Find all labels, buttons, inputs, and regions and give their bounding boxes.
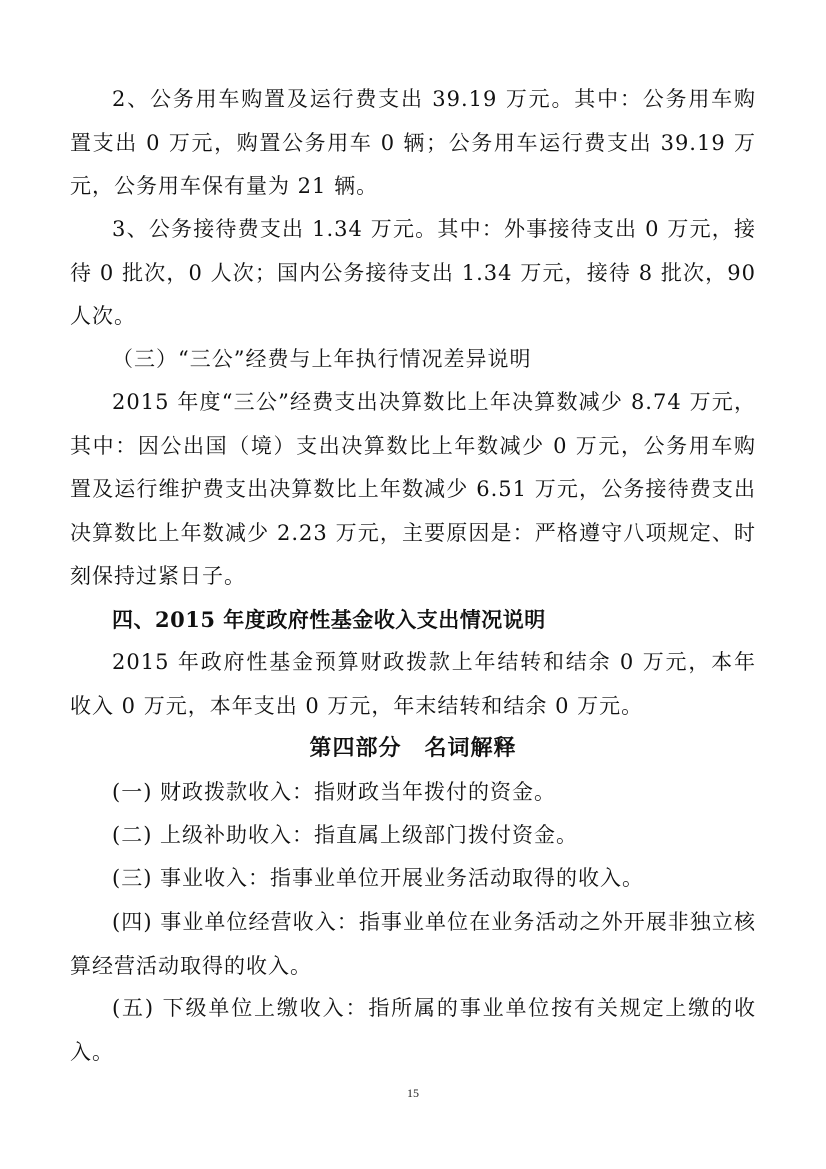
- definition-item-1: (一) 财政拨款收入：指财政当年拨付的资金。: [112, 780, 557, 804]
- definition-item-4: (四) 事业单位经营收入：指事业单位在业务活动之外开展非独立核算经营活动取得的收入。: [70, 910, 756, 978]
- definition-item-5: (五) 下级单位上缴收入：指所属的事业单位按有关规定上缴的收入。: [70, 996, 756, 1064]
- heading-government-fund: 四、2015 年度政府性基金收入支出情况说明: [112, 607, 546, 632]
- paragraph-difference-explanation: 2015 年度“三公”经费支出决算数比上年决算数减少 8.74 万元，其中：因公出国（境）支出决算数比上年数减少 0 万元，公务用车购置及运行维护费支出决算数比上年数减少 6.51 万元，公务接待费支出决算数比上年数减少 2.23 万元，主要原因是：严格遵守八项规定、时刻保持过紧日子。: [70, 390, 756, 588]
- paragraph-reception-expense: 3、公务接待费支出 1.34 万元。其中：外事接待支出 0 万元，接待 0 批次，0 人次；国内公务接待支出 1.34 万元，接待 8 批次，90 人次。: [70, 217, 756, 328]
- paragraph-government-fund: 2015 年政府性基金预算财政拨款上年结转和结余 0 万元，本年收入 0 万元，本年支出 0 万元，年末结转和结余 0 万元。: [70, 650, 756, 718]
- definition-item-3: (三) 事业收入：指事业单位开展业务活动取得的收入。: [112, 866, 645, 890]
- definition-item-2: (二) 上级补助收入：指直属上级部门拨付资金。: [112, 823, 579, 847]
- page-number: 15: [407, 1086, 419, 1100]
- section-title: 第四部分 名词解释: [309, 735, 517, 761]
- paragraph-vehicle-expense: 2、公务用车购置及运行费支出 39.19 万元。其中：公务用车购置支出 0 万元，购置公务用车 0 辆；公务用车运行费支出 39.19 万元，公务用车保有量为 21 辆。: [70, 87, 756, 198]
- subheading-difference: （三）“三公”经费与上年执行情况差异说明: [112, 347, 532, 371]
